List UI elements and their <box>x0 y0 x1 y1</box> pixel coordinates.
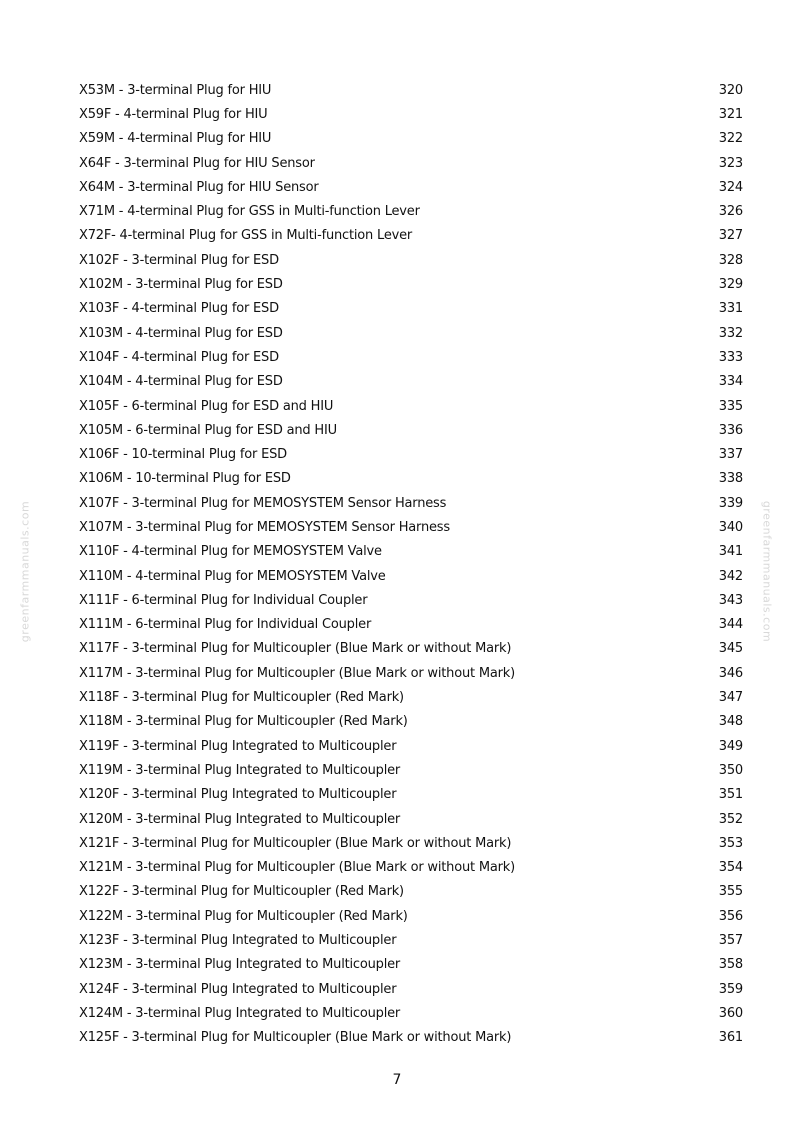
toc-entry-page: 360 <box>718 1005 743 1021</box>
toc-entry-page: 326 <box>718 204 743 220</box>
toc-entry-title: X110M - 4-terminal Plug for MEMOSYSTEM Valve <box>79 568 386 584</box>
toc-entry-title: X104F - 4-terminal Plug for ESD <box>79 349 279 365</box>
toc-entry[interactable] <box>79 1026 743 1050</box>
toc-entry[interactable] <box>79 928 743 952</box>
toc-entry-title: X107M - 3-terminal Plug for MEMOSYSTEM Sensor Harness <box>79 519 450 535</box>
toc-entry-page: 323 <box>718 155 743 171</box>
toc-entry[interactable] <box>79 588 743 612</box>
toc-entry[interactable] <box>79 442 743 466</box>
toc-entry[interactable] <box>79 272 743 296</box>
toc-entry-title: X120M - 3-terminal Plug Integrated to Multicoupler <box>79 811 401 827</box>
toc-entry[interactable] <box>79 345 743 369</box>
toc-entry[interactable] <box>79 102 743 126</box>
toc-entry[interactable] <box>79 321 743 345</box>
toc-entry-page: 346 <box>718 665 743 681</box>
toc-entry[interactable] <box>79 880 743 904</box>
toc-entry-page: 341 <box>718 544 743 560</box>
toc-entry-title: X103F - 4-terminal Plug for ESD <box>79 301 279 317</box>
toc-entry-title: X102F - 3-terminal Plug for ESD <box>79 252 279 268</box>
watermark-left: greenfarmmanuals.com <box>18 500 32 643</box>
toc-entry[interactable] <box>79 831 743 855</box>
toc-entry[interactable] <box>79 1001 743 1025</box>
toc-entry[interactable] <box>79 564 743 588</box>
toc-entry[interactable] <box>79 370 743 394</box>
toc-entry-title: X64M - 3-terminal Plug for HIU Sensor <box>79 179 319 195</box>
toc-entry[interactable] <box>79 904 743 928</box>
toc-entry-title: X124M - 3-terminal Plug Integrated to Multicoupler <box>79 1005 401 1021</box>
toc-entry-page: 354 <box>718 860 743 876</box>
toc-entry-title: X117F - 3-terminal Plug for Multicoupler (Blue Mark or without Mark) <box>79 641 512 657</box>
toc-entry-page: 329 <box>718 277 743 293</box>
toc-entry-title: X104M - 4-terminal Plug for ESD <box>79 374 283 390</box>
toc-entry-title: X110F - 4-terminal Plug for MEMOSYSTEM Valve <box>79 544 382 560</box>
toc-entry-page: 336 <box>718 422 743 438</box>
toc-entry-page: 349 <box>718 738 743 754</box>
toc-entry[interactable] <box>79 758 743 782</box>
toc-entry-page: 344 <box>718 617 743 633</box>
toc-entry[interactable] <box>79 661 743 685</box>
toc-entry-title: X120F - 3-terminal Plug Integrated to Multicoupler <box>79 787 397 803</box>
toc-entry-title: X102M - 3-terminal Plug for ESD <box>79 277 283 293</box>
toc-entry[interactable] <box>79 199 743 223</box>
toc-entry-page: 351 <box>718 787 743 803</box>
toc-entry[interactable] <box>79 175 743 199</box>
toc-entry[interactable] <box>79 491 743 515</box>
toc-entry-title: X72F- 4-terminal Plug for GSS in Multi-function Lever <box>79 228 413 244</box>
toc-entry-title: X111F - 6-terminal Plug for Individual Coupler <box>79 592 368 608</box>
toc-entry-title: X123F - 3-terminal Plug Integrated to Multicoupler <box>79 933 397 949</box>
toc-entry-page: 352 <box>718 811 743 827</box>
toc-entry-title: X59F - 4-terminal Plug for HIU <box>79 106 268 122</box>
toc-entry-page: 328 <box>718 252 743 268</box>
toc-entry-title: X53M - 3-terminal Plug for HIU <box>79 82 272 98</box>
toc-entry-page: 324 <box>718 179 743 195</box>
toc-entry-page: 338 <box>718 471 743 487</box>
toc-entry-page: 350 <box>718 762 743 778</box>
toc-entry-page: 358 <box>718 957 743 973</box>
toc-entry[interactable] <box>79 613 743 637</box>
toc-entry[interactable] <box>79 151 743 175</box>
toc-entry-title: X71M - 4-terminal Plug for GSS in Multi-function Lever <box>79 204 420 220</box>
toc-entry-title: X121M - 3-terminal Plug for Multicoupler (Blue Mark or without Mark) <box>79 860 515 876</box>
toc-entry-title: X121F - 3-terminal Plug for Multicoupler (Blue Mark or without Mark) <box>79 835 512 851</box>
toc-entry-title: X64F - 3-terminal Plug for HIU Sensor <box>79 155 315 171</box>
toc-entry-page: 335 <box>718 398 743 414</box>
toc-entry[interactable] <box>79 783 743 807</box>
page-number: 7 <box>392 1072 402 1088</box>
toc-entry-title: X117M - 3-terminal Plug for Multicoupler (Blue Mark or without Mark) <box>79 665 515 681</box>
toc-entry[interactable] <box>79 710 743 734</box>
toc-entry-page: 353 <box>718 835 743 851</box>
toc-entry-page: 359 <box>718 981 743 997</box>
toc-entry[interactable] <box>79 637 743 661</box>
toc-entry[interactable] <box>79 685 743 709</box>
toc-entry-page: 322 <box>718 131 743 147</box>
toc-entry-page: 320 <box>718 82 743 98</box>
toc-entry-page: 345 <box>718 641 743 657</box>
toc-entry-page: 347 <box>718 690 743 706</box>
table-of-contents <box>79 78 743 1050</box>
toc-entry[interactable] <box>79 467 743 491</box>
toc-entry[interactable] <box>79 394 743 418</box>
toc-entry[interactable] <box>79 540 743 564</box>
toc-entry[interactable] <box>79 807 743 831</box>
toc-entry-page: 339 <box>718 495 743 511</box>
toc-entry-page: 333 <box>718 349 743 365</box>
toc-entry-page: 327 <box>718 228 743 244</box>
toc-entry-title: X118F - 3-terminal Plug for Multicoupler (Red Mark) <box>79 690 404 706</box>
toc-entry-title: X125F - 3-terminal Plug for Multicoupler (Blue Mark or without Mark) <box>79 1030 512 1046</box>
toc-entry[interactable] <box>79 856 743 880</box>
toc-entry[interactable] <box>79 248 743 272</box>
toc-entry-title: X123M - 3-terminal Plug Integrated to Multicoupler <box>79 957 401 973</box>
toc-entry-page: 334 <box>718 374 743 390</box>
toc-entry-title: X122F - 3-terminal Plug for Multicoupler (Red Mark) <box>79 884 404 900</box>
toc-entry-page: 361 <box>718 1030 743 1046</box>
toc-entry-page: 357 <box>718 933 743 949</box>
toc-entry-title: X107F - 3-terminal Plug for MEMOSYSTEM Sensor Harness <box>79 495 447 511</box>
toc-entry-title: X59M - 4-terminal Plug for HIU <box>79 131 272 147</box>
toc-entry-title: X111M - 6-terminal Plug for Individual Coupler <box>79 617 372 633</box>
toc-entry[interactable] <box>79 78 743 102</box>
toc-entry-title: X122M - 3-terminal Plug for Multicoupler (Red Mark) <box>79 908 408 924</box>
toc-entry-page: 343 <box>718 592 743 608</box>
toc-entry[interactable] <box>79 127 743 151</box>
toc-entry-title: X119F - 3-terminal Plug Integrated to Multicoupler <box>79 738 397 754</box>
toc-entry-title: X124F - 3-terminal Plug Integrated to Multicoupler <box>79 981 397 997</box>
toc-entry[interactable] <box>79 297 743 321</box>
toc-entry-page: 321 <box>718 106 743 122</box>
toc-entry[interactable] <box>79 977 743 1001</box>
toc-entry[interactable] <box>79 734 743 758</box>
toc-entry[interactable] <box>79 418 743 442</box>
toc-entry-page: 342 <box>718 568 743 584</box>
toc-entry-title: X106F - 10-terminal Plug for ESD <box>79 447 287 463</box>
watermark-right: greenfarmmanuals.com <box>760 500 774 643</box>
toc-entry-page: 348 <box>718 714 743 730</box>
toc-entry-title: X103M - 4-terminal Plug for ESD <box>79 325 283 341</box>
toc-entry-page: 331 <box>718 301 743 317</box>
toc-entry-title: X105M - 6-terminal Plug for ESD and HIU <box>79 422 337 438</box>
toc-entry[interactable] <box>79 953 743 977</box>
toc-entry[interactable] <box>79 515 743 539</box>
toc-entry-page: 355 <box>718 884 743 900</box>
toc-entry[interactable] <box>79 224 743 248</box>
toc-entry-page: 356 <box>718 908 743 924</box>
toc-entry-title: X118M - 3-terminal Plug for Multicoupler (Red Mark) <box>79 714 408 730</box>
toc-entry-title: X105F - 6-terminal Plug for ESD and HIU <box>79 398 334 414</box>
toc-entry-page: 340 <box>718 519 743 535</box>
toc-entry-page: 337 <box>718 447 743 463</box>
toc-entry-title: X106M - 10-terminal Plug for ESD <box>79 471 291 487</box>
toc-entry-page: 332 <box>718 325 743 341</box>
toc-entry-title: X119M - 3-terminal Plug Integrated to Multicoupler <box>79 762 401 778</box>
